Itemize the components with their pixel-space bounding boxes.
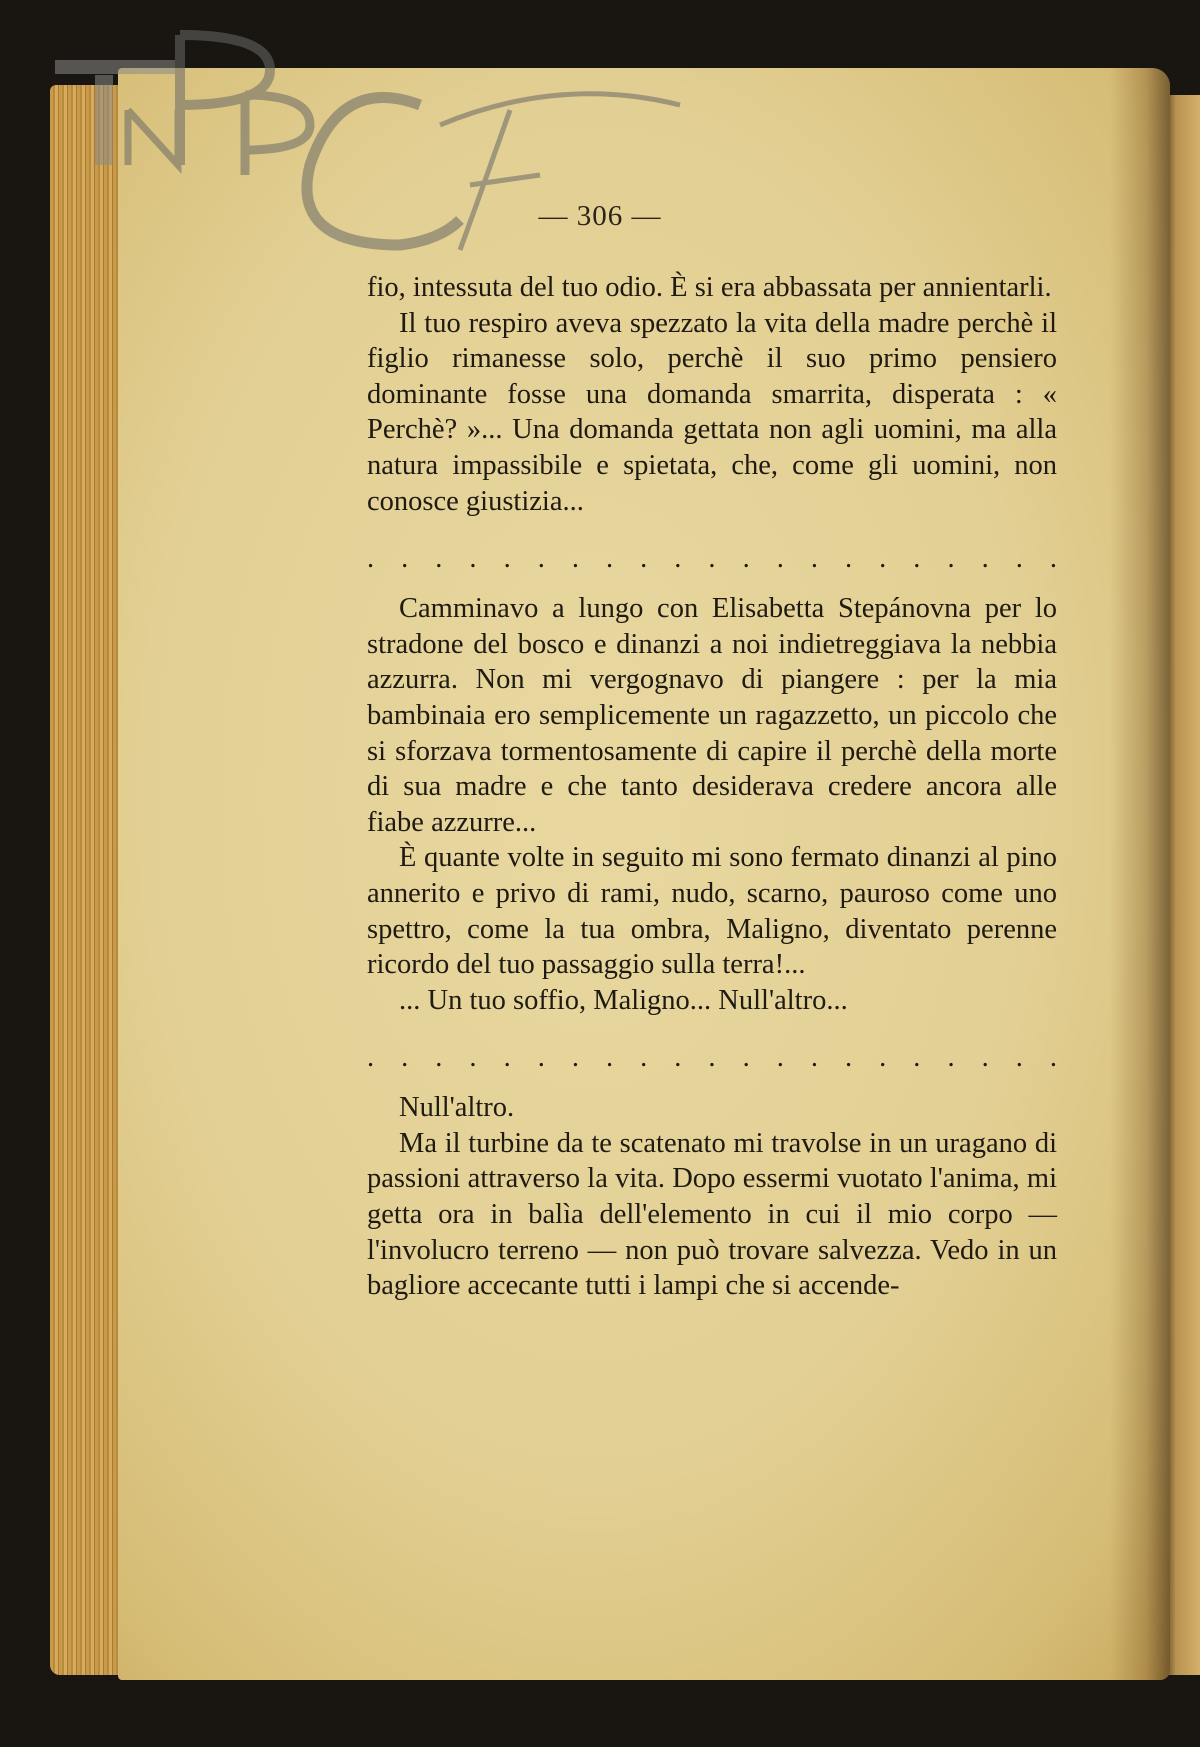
body-text xyxy=(367,270,1057,1304)
paragraph: Camminavo a lungo con Elisabetta Stepánovna per lo stradone del bosco e dinanzi a noi indietreggiava la nebbia azzurra. Non mi vergognavo di piangere : per la mia bambinaia ero semplicemente un ragazzetto, un piccolo che si sforzava tormentosamente di capire il perchè della morte di sua madre e che tanto desiderava credere ancora alle fiabe azzurre... xyxy=(367,593,1057,838)
paragraph: È quante volte in seguito mi sono fermato dinanzi al pino annerito e privo di rami, nudo, scarno, pauroso come uno spettro, come la tua ombra, Maligno, diventato perenne ricordo del tuo passaggio sulla terra!... xyxy=(367,842,1057,981)
paragraph: Null'altro. xyxy=(399,1092,515,1124)
paragraph: ... Un tuo soffio, Maligno... Null'altro... xyxy=(399,984,848,1016)
section-separator: . . . . . . . . . . . . . . . . . . . . . xyxy=(367,1042,1057,1074)
page-gutter-shadow xyxy=(1110,68,1170,1680)
paragraph: Il tuo respiro aveva spezzato la vita della madre perchè il figlio rimanesse solo, perchè il suo primo pensiero dominante fosse una domanda smarrita, disperata : « Perchè? »... Una domanda gettata non agli uomini, ma alla natura impassibile e spietata, che, come gli uomini, non conosce giustizia... xyxy=(367,307,1057,517)
section-separator: . . . . . . . . . . . . . . . . . . . . . xyxy=(367,543,1057,575)
paragraph: fio, intessuta del tuo odio. È si era abbassata per annientarli. xyxy=(367,272,1052,303)
page-number: — 306 — xyxy=(538,200,662,232)
paragraph: Ma il turbine da te scatenato mi travolse in un uragano di passioni attraverso la vita. Dopo essermi vuotato l'anima, mi getta ora in balìa dell'elemento in cui il mio corpo — l'involucro terreno — non può trovare salvezza. Vedo in un bagliore accecante tutti i lampi che si accende- xyxy=(367,1127,1057,1302)
